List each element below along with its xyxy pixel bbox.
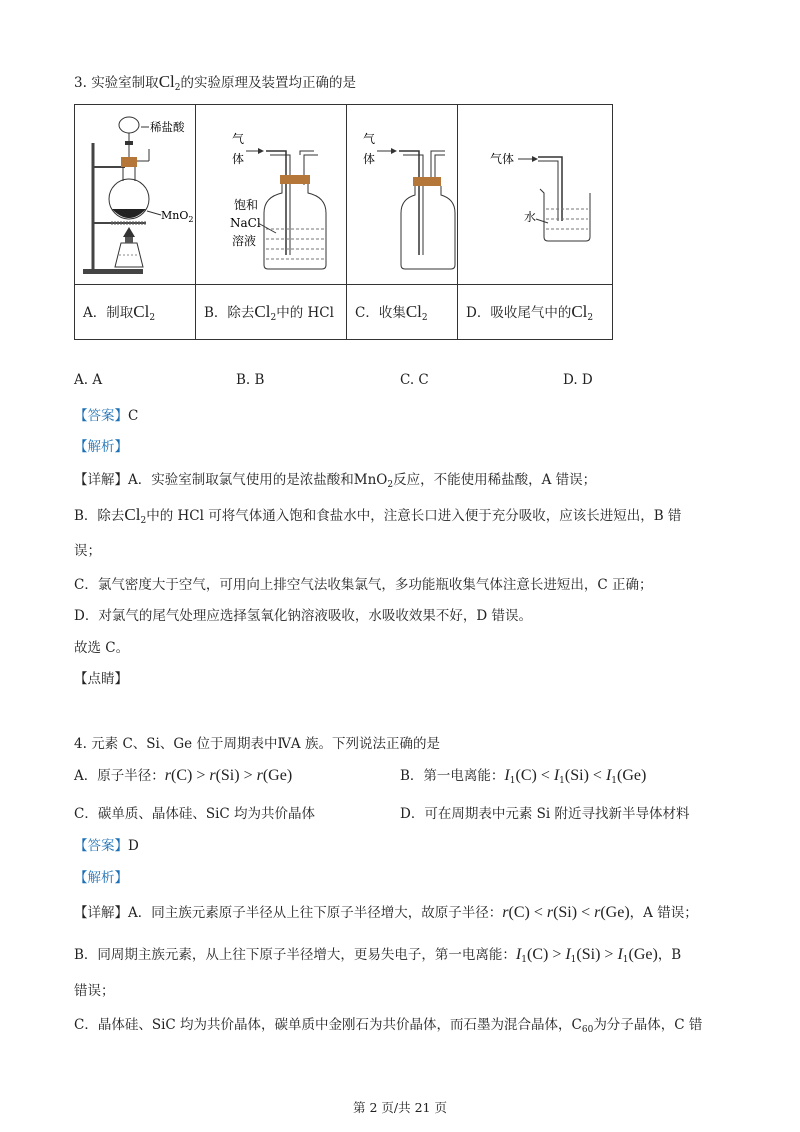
q4-option-c: C．碳单质、晶体硅、SiC 均为共价晶体	[74, 806, 316, 822]
q4-detail-a: 【详解】A．同主族元素原子半径从上往下原子半径增大，故原子半径：r(C) < r(Si) < r(Ge)，A 错误；	[74, 904, 698, 921]
q4-detail-b-cont: 错误；	[74, 983, 115, 999]
apparatus-b-cell	[196, 105, 347, 285]
q4-option-b: B．第一电离能：$I_1(C) < I_1(Si) < I_1(Ge)$	[400, 767, 647, 786]
q3-conclusion: 故选 C。	[74, 640, 130, 656]
label-mno2: MnO$_2$	[161, 209, 194, 224]
wash-bottle-diagram	[196, 105, 346, 280]
caption-d: D．吸收尾气中的$Cl_2$	[458, 285, 613, 340]
svg-text:气: 气	[363, 132, 376, 146]
apparatus-table	[74, 104, 613, 340]
q3-option-a: A. A	[74, 372, 103, 388]
apparatus-d-cell	[458, 105, 613, 285]
q3-option-c: C. C	[400, 372, 429, 388]
svg-text:NaCl: NaCl	[230, 216, 261, 230]
q4-detail-c: C．晶体硅、SiC 均为共价晶体，碳单质中金刚石为共价晶体，而石墨为混合晶体，$C_{60}$为分子晶体，C 错	[74, 1017, 703, 1035]
svg-text:体: 体	[363, 152, 376, 166]
q3-analysis-label: 【解析】	[74, 439, 128, 455]
svg-text:气: 气	[232, 132, 245, 146]
q4-analysis-label: 【解析】	[74, 870, 128, 886]
q3-detail-c: C．氯气密度大于空气，可用向上排空气法收集氯气，多功能瓶收集气体注意长进短出，C 正确；	[74, 577, 653, 593]
chlorine-generator-diagram	[75, 105, 195, 280]
svg-text:溶液: 溶液	[232, 234, 257, 248]
q3-answer: 【答案】C	[74, 408, 139, 424]
q3-detail-b-cont: 误；	[74, 543, 101, 559]
apparatus-c-cell	[347, 105, 458, 285]
q3-option-b: B. B	[236, 372, 265, 388]
gas-collection-bottle-diagram	[347, 105, 457, 280]
q4-option-d: D．可在周期表中元素 Si 附近寻找新半导体材料	[400, 806, 690, 822]
q3-option-d: D. D	[563, 372, 593, 388]
q3-detail-b: B．除去$Cl_2$中的 HCl 可将气体通入饱和食盐水中，注意长口进入便于充分吸收，应该长进短出，B 错	[74, 505, 682, 526]
q4-detail-b: B．同周期主族元素，从上往下原子半径增大，更易失电子，第一电离能：$I_1(C) > I_1(Si) > I_1(Ge)$，B	[74, 946, 682, 965]
caption-b: B．除去$Cl_2$中的 HCl	[196, 285, 347, 340]
q3-stem: 3. 实验室制取$Cl_2$的实验原理及装置均正确的是	[74, 72, 356, 93]
label-dilute-hcl: 稀盐酸	[150, 120, 185, 134]
q3-number: 3.	[74, 75, 87, 91]
q4-stem: 4. 元素 C、Si、Ge 位于周期表中ⅣA 族。下列说法正确的是	[74, 736, 440, 752]
q4-answer: 【答案】D	[74, 838, 139, 854]
caption-c: C．收集$Cl_2$	[347, 285, 458, 340]
caption-a: A．制取$Cl_2$	[75, 285, 196, 340]
apparatus-a-cell	[75, 105, 196, 285]
svg-text:体: 体	[232, 152, 245, 166]
tail-gas-absorption-diagram	[458, 105, 612, 280]
svg-text:气体: 气体	[490, 152, 515, 166]
page-footer: 第 2 页/共 21 页	[353, 1100, 447, 1115]
q4-option-a: A．原子半径：r(C) > r(Si) > r(Ge)	[74, 767, 293, 784]
q3-detail-a: 【详解】A．实验室制取氯气使用的是浓盐酸和MnO$_2$反应，不能使用稀盐酸，A 错误；	[74, 472, 597, 490]
q3-detail-d: D．对氯气的尾气处理应选择氢氧化钠溶液吸收，水吸收效果不好，D 错误。	[74, 608, 532, 624]
svg-text:饱和: 饱和	[234, 198, 259, 212]
q3-comment-label: 【点睛】	[74, 671, 128, 687]
svg-text:水: 水	[524, 210, 537, 224]
